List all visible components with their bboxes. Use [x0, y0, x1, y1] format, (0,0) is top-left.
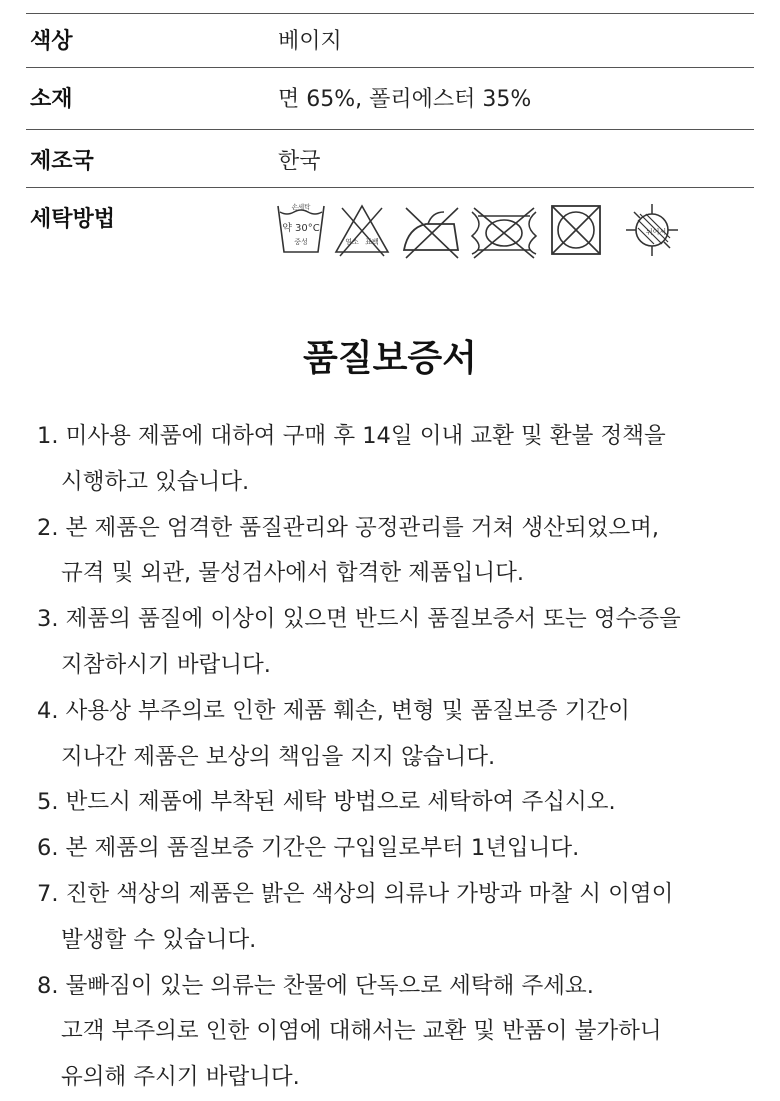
spec-row-care [26, 187, 754, 278]
notice-list [37, 414, 757, 1101]
spec-table [26, 13, 754, 278]
spec-value: 한국 [278, 149, 321, 174]
notice-item [37, 506, 757, 598]
notice-line: 4. 사용상 부주의로 인한 제품 훼손, 변형 및 품질보증 기간이 [37, 697, 630, 724]
care-text: 표백 [365, 238, 379, 246]
notice-line: 6. 본 제품의 품질보증 기간은 구입일로부터 1년입니다. [37, 835, 580, 862]
notice-item [37, 872, 757, 964]
no-tumble-dry-icon [468, 200, 540, 260]
notice-item [37, 826, 757, 872]
notice-line: 유의해 주시기 바랍니다. [61, 1064, 300, 1091]
no-iron-icon [398, 200, 464, 260]
notice-line: 고객 부주의로 인한 이염에 대해서는 교환 및 반품이 불가하니 [61, 1018, 662, 1045]
spec-value: 면 65%, 폴리에스터 35% [278, 87, 532, 112]
spec-row-color [26, 13, 754, 67]
notice-item [37, 964, 757, 1101]
spec-label: 세탁방법 [30, 207, 116, 232]
hand-wash-30-icon [274, 200, 328, 260]
notice-line: 지참하시기 바랍니다. [61, 651, 271, 678]
notice-line: 8. 물빠짐이 있는 의류는 찬물에 단독으로 세탁해 주세요. [37, 972, 594, 999]
care-text: 약 30°C [282, 223, 320, 234]
spec-row-material [26, 67, 754, 129]
notice-item [37, 597, 757, 689]
notice-line: 규격 및 외관, 물성검사에서 합격한 제품입니다. [61, 560, 525, 587]
care-text: 손세탁 [291, 203, 311, 211]
notice-line: 7. 진한 색상의 제품은 밝은 색상의 의류나 가방과 마찰 시 이염이 [37, 880, 674, 907]
spec-label: 색상 [30, 29, 73, 54]
no-dry-clean-icon [546, 200, 606, 260]
spec-value: 베이지 [278, 29, 342, 54]
care-text: 중성 [294, 238, 308, 246]
notice-item [37, 780, 757, 826]
notice-line: 발생할 수 있습니다. [61, 926, 257, 953]
notice-line: 5. 반드시 제품에 부착된 세탁 방법으로 세탁하여 주십시오. [37, 789, 616, 816]
notice-item [37, 414, 757, 506]
spec-row-origin [26, 129, 754, 187]
spec-label: 소재 [30, 87, 73, 112]
spec-label: 제조국 [30, 149, 94, 174]
notice-line: 2. 본 제품은 엄격한 품질관리와 공정관리를 거쳐 생산되었으며, [37, 514, 660, 541]
notice-line: 1. 미사용 제품에 대하여 구매 후 14일 이내 교환 및 환불 정책을 [37, 423, 666, 449]
notice-line: 지나간 제품은 보상의 책임을 지지 않습니다. [61, 743, 496, 770]
care-text: 염소 [345, 238, 359, 246]
notice-line: 3. 제품의 품질에 이상이 있으면 반드시 품질보증서 또는 영수증을 [37, 606, 681, 633]
notice-item [37, 689, 757, 781]
no-wring-icon [620, 200, 684, 260]
guarantee-title: 품질보증서 [303, 338, 477, 379]
notice-line: 시행하고 있습니다. [61, 468, 250, 495]
care-text: 뉘어서 [645, 228, 667, 236]
no-bleach-icon [332, 200, 392, 260]
